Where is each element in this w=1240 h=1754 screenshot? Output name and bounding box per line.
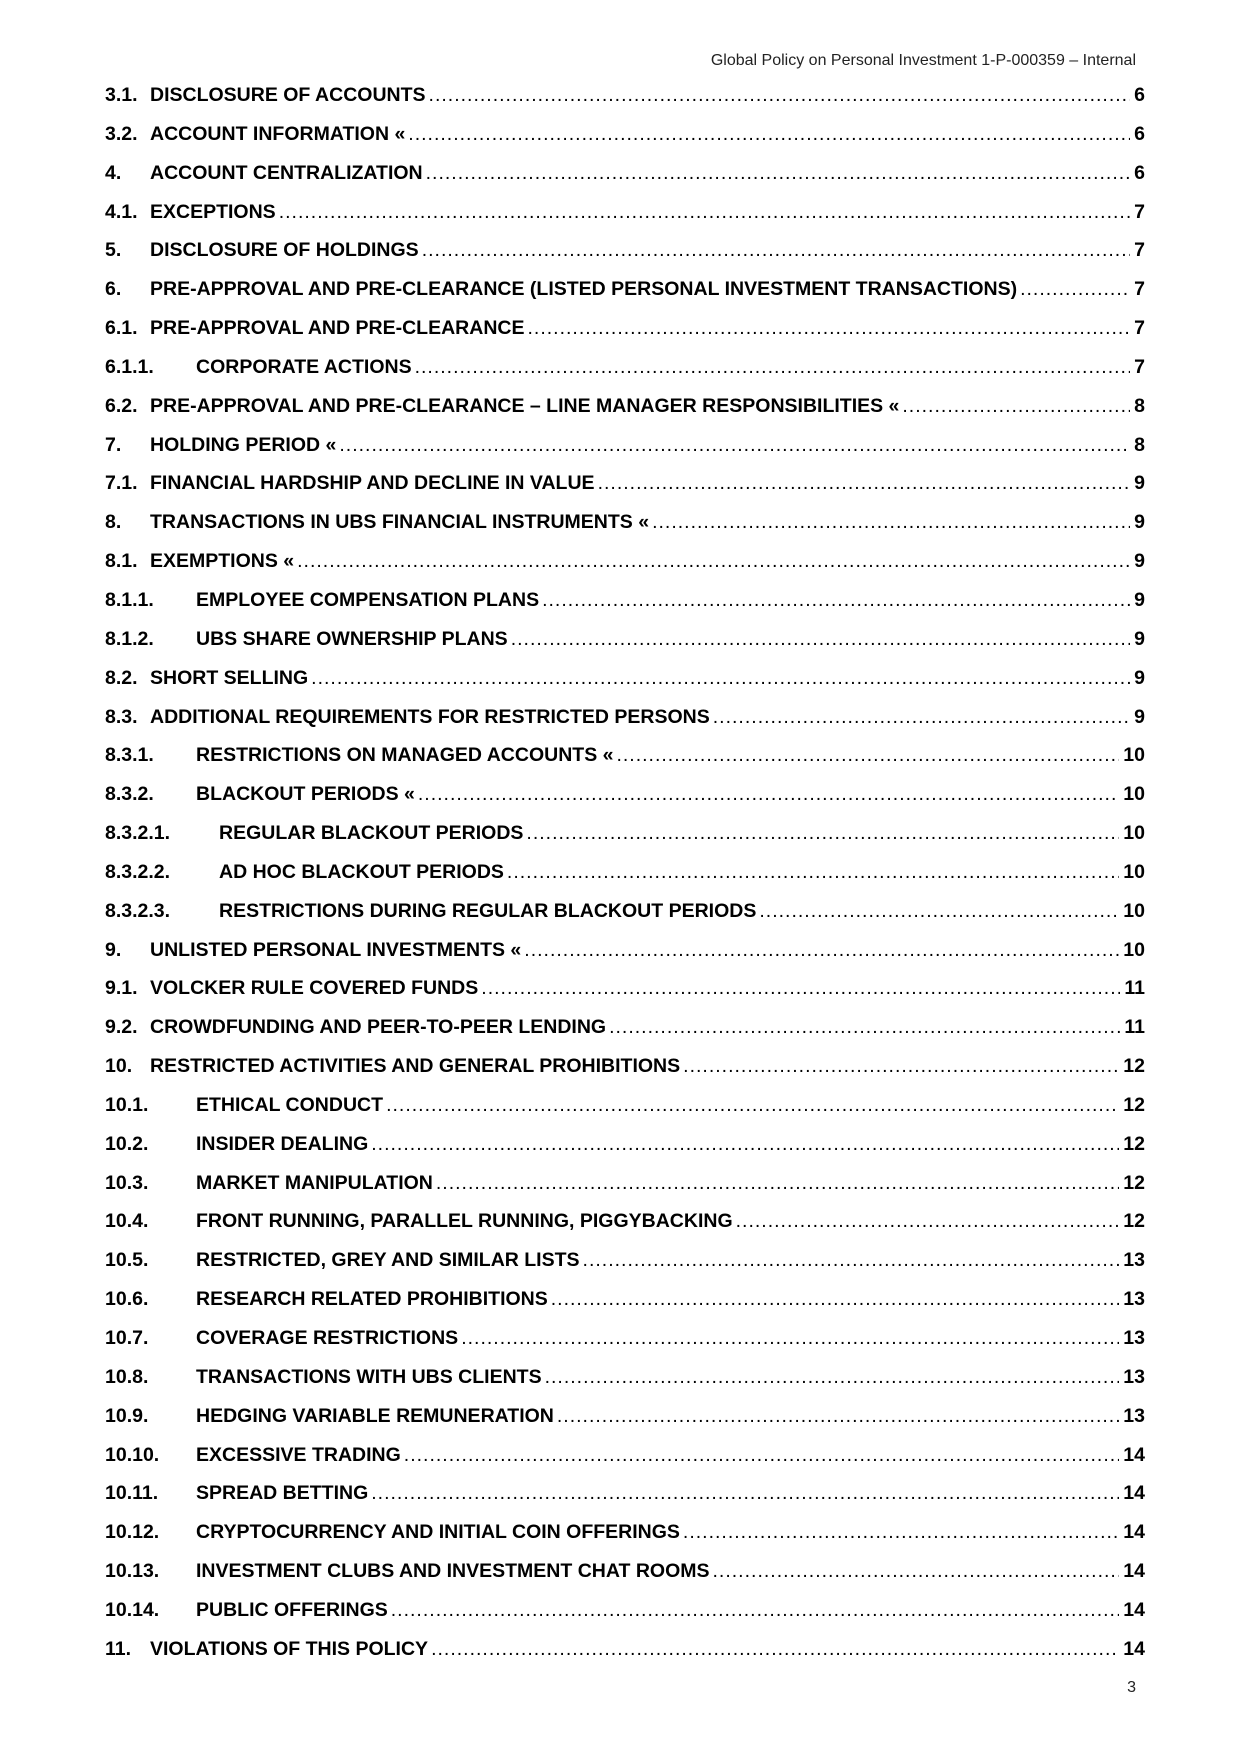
toc-dot-leader bbox=[511, 628, 1130, 651]
toc-dot-leader bbox=[371, 1482, 1119, 1505]
toc-dot-leader bbox=[524, 939, 1119, 962]
toc-entry[interactable] bbox=[105, 317, 1145, 356]
toc-entry[interactable] bbox=[105, 744, 1145, 783]
toc-dot-leader bbox=[429, 84, 1131, 107]
toc-entry-page: 9 bbox=[1134, 705, 1145, 728]
toc-entry-title: EXCEPTIONS bbox=[150, 200, 276, 223]
toc-entry-number: 8.1. bbox=[105, 550, 138, 573]
toc-entry-number: 10.9. bbox=[105, 1404, 149, 1427]
toc-entry[interactable] bbox=[105, 1055, 1145, 1094]
toc-dot-leader bbox=[426, 162, 1131, 185]
toc-entry[interactable] bbox=[105, 1482, 1145, 1521]
table-of-contents bbox=[105, 84, 1145, 1677]
toc-entry-page: 10 bbox=[1123, 860, 1145, 883]
toc-entry-number: 10. bbox=[105, 1055, 133, 1078]
toc-entry[interactable] bbox=[105, 900, 1145, 939]
toc-entry-page: 12 bbox=[1123, 1210, 1145, 1233]
toc-entry-page: 9 bbox=[1134, 550, 1145, 573]
toc-entry-title: SPREAD BETTING bbox=[196, 1482, 369, 1505]
toc-entry-page: 7 bbox=[1134, 239, 1145, 262]
toc-entry-title: UBS SHARE OWNERSHIP PLANS bbox=[196, 627, 508, 650]
toc-entry[interactable] bbox=[105, 1172, 1145, 1211]
toc-entry-number: 10.3. bbox=[105, 1171, 149, 1194]
toc-entry[interactable] bbox=[105, 395, 1145, 434]
toc-entry-page: 13 bbox=[1123, 1249, 1145, 1272]
toc-entry-number: 8.3.2. bbox=[105, 783, 154, 806]
toc-entry[interactable] bbox=[105, 472, 1145, 511]
toc-entry-page: 11 bbox=[1124, 977, 1145, 1000]
toc-dot-leader bbox=[297, 550, 1130, 573]
toc-entry-page: 6 bbox=[1134, 161, 1145, 184]
toc-entry-title: EXEMPTIONS « bbox=[150, 550, 295, 573]
toc-entry[interactable] bbox=[105, 1133, 1145, 1172]
toc-entry-number: 6.1. bbox=[105, 317, 138, 340]
toc-dot-leader bbox=[481, 977, 1120, 1000]
toc-entry-number: 3.1. bbox=[105, 84, 138, 106]
toc-dot-leader bbox=[542, 589, 1130, 612]
toc-entry-title: HOLDING PERIOD « bbox=[150, 433, 337, 456]
toc-entry[interactable] bbox=[105, 628, 1145, 667]
toc-entry[interactable] bbox=[105, 667, 1145, 706]
toc-dot-leader bbox=[683, 1055, 1119, 1078]
toc-entry-number: 9.1. bbox=[105, 977, 138, 1000]
toc-dot-leader bbox=[683, 1521, 1119, 1544]
toc-entry-title: AD HOC BLACKOUT PERIODS bbox=[219, 860, 504, 883]
toc-entry-number: 7. bbox=[105, 433, 122, 456]
toc-entry-title: UNLISTED PERSONAL INVESTMENTS « bbox=[150, 938, 522, 961]
page-header: Global Policy on Personal Investment 1-P-000359 – Internal bbox=[710, 52, 1136, 69]
toc-entry-number: 6. bbox=[105, 278, 122, 301]
toc-entry[interactable] bbox=[105, 162, 1145, 201]
toc-dot-leader bbox=[598, 472, 1131, 495]
toc-entry-number: 10.7. bbox=[105, 1327, 149, 1349]
toc-entry-page: 12 bbox=[1123, 1093, 1145, 1116]
toc-entry[interactable] bbox=[105, 550, 1145, 589]
toc-entry-page: 10 bbox=[1123, 744, 1145, 767]
toc-entry[interactable] bbox=[105, 706, 1145, 745]
toc-entry-number: 9. bbox=[105, 938, 122, 961]
toc-dot-leader bbox=[404, 1444, 1120, 1467]
toc-entry-number: 10.1. bbox=[105, 1093, 149, 1116]
toc-entry-title: RESTRICTED, GREY AND SIMILAR LISTS bbox=[196, 1249, 580, 1272]
toc-entry-title: RESTRICTIONS DURING REGULAR BLACKOUT PERIODS bbox=[219, 899, 757, 922]
toc-entry-page: 12 bbox=[1123, 1171, 1145, 1194]
toc-entry-page: 7 bbox=[1134, 317, 1145, 340]
toc-entry-number: 8.3.2.1. bbox=[105, 822, 171, 845]
toc-dot-leader bbox=[371, 1133, 1119, 1156]
toc-dot-leader bbox=[1020, 278, 1130, 301]
toc-entry-number: 8.3. bbox=[105, 705, 138, 728]
toc-entry-page: 14 bbox=[1123, 1598, 1145, 1621]
toc-dot-leader bbox=[461, 1327, 1119, 1350]
toc-entry[interactable] bbox=[105, 1638, 1145, 1677]
toc-entry[interactable] bbox=[105, 939, 1145, 978]
toc-entry-number: 8.3.1. bbox=[105, 744, 154, 767]
toc-entry-page: 8 bbox=[1134, 394, 1145, 417]
toc-entry-page: 6 bbox=[1134, 122, 1145, 145]
toc-entry-number: 10.8. bbox=[105, 1365, 149, 1388]
toc-entry-number: 6.1.1. bbox=[105, 355, 154, 378]
toc-entry-title: FINANCIAL HARDSHIP AND DECLINE IN VALUE bbox=[150, 472, 595, 495]
toc-entry-page: 10 bbox=[1123, 783, 1145, 806]
toc-entry-page: 13 bbox=[1123, 1327, 1145, 1349]
toc-entry-page: 8 bbox=[1134, 433, 1145, 456]
toc-dot-leader bbox=[408, 123, 1130, 146]
toc-entry[interactable] bbox=[105, 84, 1145, 123]
toc-entry-title: MARKET MANIPULATION bbox=[196, 1171, 433, 1194]
toc-entry[interactable] bbox=[105, 1366, 1145, 1405]
toc-entry-number: 3.2. bbox=[105, 122, 138, 145]
toc-dot-leader bbox=[616, 744, 1119, 767]
toc-entry-number: 4.1. bbox=[105, 200, 138, 223]
toc-entry-title: RESEARCH RELATED PROHIBITIONS bbox=[196, 1288, 548, 1311]
toc-dot-leader bbox=[339, 434, 1130, 457]
toc-entry[interactable] bbox=[105, 201, 1145, 240]
toc-entry-title: PRE-APPROVAL AND PRE-CLEARANCE – LINE MANAGER RESPONSIBILITIES « bbox=[150, 394, 900, 417]
toc-entry-number: 6.2. bbox=[105, 394, 138, 417]
toc-entry-number: 9.2. bbox=[105, 1016, 138, 1039]
toc-entry-page: 14 bbox=[1123, 1521, 1145, 1544]
toc-entry[interactable] bbox=[105, 1210, 1145, 1249]
toc-entry-title: INVESTMENT CLUBS AND INVESTMENT CHAT ROOMS bbox=[196, 1560, 710, 1583]
toc-dot-leader bbox=[526, 822, 1119, 845]
toc-entry-number: 8.1.1. bbox=[105, 588, 154, 611]
toc-dot-leader bbox=[652, 511, 1130, 534]
toc-dot-leader bbox=[583, 1249, 1120, 1272]
toc-entry-number: 10.5. bbox=[105, 1249, 149, 1272]
toc-entry-number: 10.6. bbox=[105, 1288, 149, 1311]
toc-entry-page: 14 bbox=[1123, 1482, 1145, 1505]
toc-dot-leader bbox=[386, 1094, 1119, 1117]
toc-entry-page: 14 bbox=[1123, 1560, 1145, 1583]
toc-dot-leader bbox=[528, 317, 1131, 340]
toc-entry[interactable] bbox=[105, 1327, 1145, 1366]
toc-entry-number: 10.12. bbox=[105, 1521, 160, 1544]
toc-dot-leader bbox=[713, 706, 1130, 729]
toc-dot-leader bbox=[431, 1638, 1119, 1661]
toc-entry[interactable] bbox=[105, 1249, 1145, 1288]
toc-entry[interactable] bbox=[105, 1444, 1145, 1483]
toc-entry-title: FRONT RUNNING, PARALLEL RUNNING, PIGGYBACKING bbox=[196, 1210, 733, 1233]
toc-entry-number: 8.3.2.3. bbox=[105, 899, 171, 922]
toc-entry-title: HEDGING VARIABLE REMUNERATION bbox=[196, 1404, 554, 1427]
toc-entry-number: 10.11. bbox=[105, 1482, 159, 1505]
page-number: 3 bbox=[1127, 1679, 1136, 1696]
toc-dot-leader bbox=[902, 395, 1130, 418]
toc-entry[interactable] bbox=[105, 1599, 1145, 1638]
toc-dot-leader bbox=[311, 667, 1130, 690]
toc-dot-leader bbox=[507, 861, 1119, 884]
toc-dot-leader bbox=[415, 356, 1131, 379]
toc-entry-title: CROWDFUNDING AND PEER-TO-PEER LENDING bbox=[150, 1016, 607, 1039]
toc-entry[interactable] bbox=[105, 1521, 1145, 1560]
toc-entry[interactable] bbox=[105, 783, 1145, 822]
toc-entry-number: 11. bbox=[105, 1637, 132, 1660]
toc-entry-page: 7 bbox=[1134, 355, 1145, 378]
toc-entry[interactable] bbox=[105, 1016, 1145, 1055]
toc-entry-page: 14 bbox=[1123, 1637, 1145, 1660]
toc-entry[interactable] bbox=[105, 239, 1145, 278]
toc-entry-page: 10 bbox=[1123, 822, 1145, 845]
toc-entry-title: ACCOUNT CENTRALIZATION bbox=[150, 161, 423, 184]
toc-entry-number: 5. bbox=[105, 239, 122, 262]
toc-entry-page: 7 bbox=[1134, 200, 1145, 223]
toc-entry-number: 7.1. bbox=[105, 472, 138, 495]
toc-entry-page: 12 bbox=[1123, 1055, 1145, 1078]
toc-entry-title: RESTRICTIONS ON MANAGED ACCOUNTS « bbox=[196, 744, 614, 767]
toc-entry-title: VOLCKER RULE COVERED FUNDS bbox=[150, 977, 479, 1000]
toc-dot-leader bbox=[609, 1016, 1120, 1039]
toc-entry[interactable] bbox=[105, 1405, 1145, 1444]
toc-entry-title: ACCOUNT INFORMATION « bbox=[150, 122, 406, 145]
toc-dot-leader bbox=[436, 1172, 1119, 1195]
toc-entry-number: 4. bbox=[105, 161, 122, 184]
toc-entry[interactable] bbox=[105, 1288, 1145, 1327]
toc-entry-number: 10.13. bbox=[105, 1560, 160, 1583]
toc-dot-leader bbox=[736, 1210, 1120, 1233]
toc-entry-title: EMPLOYEE COMPENSATION PLANS bbox=[196, 588, 540, 611]
toc-entry-page: 14 bbox=[1123, 1443, 1145, 1466]
toc-entry-page: 9 bbox=[1134, 472, 1145, 495]
toc-entry-title: PUBLIC OFFERINGS bbox=[196, 1598, 388, 1621]
toc-entry-page: 6 bbox=[1134, 84, 1145, 106]
toc-entry-page: 12 bbox=[1123, 1132, 1145, 1155]
toc-entry-title: BLACKOUT PERIODS « bbox=[196, 783, 415, 806]
toc-entry[interactable] bbox=[105, 977, 1145, 1016]
toc-entry-page: 10 bbox=[1123, 938, 1145, 961]
toc-entry-title: TRANSACTIONS WITH UBS CLIENTS bbox=[196, 1365, 542, 1388]
toc-dot-leader bbox=[418, 783, 1119, 806]
toc-entry-number: 10.14. bbox=[105, 1598, 160, 1621]
toc-dot-leader bbox=[713, 1560, 1120, 1583]
toc-entry-page: 13 bbox=[1123, 1404, 1145, 1427]
toc-entry-title: PRE-APPROVAL AND PRE-CLEARANCE (LISTED PERSONAL INVESTMENT TRANSACTIONS) bbox=[150, 278, 1018, 301]
toc-entry-page: 11 bbox=[1124, 1016, 1145, 1039]
toc-entry-title: ADDITIONAL REQUIREMENTS FOR RESTRICTED PERSONS bbox=[150, 705, 710, 728]
toc-entry-number: 8. bbox=[105, 511, 122, 534]
toc-entry-page: 9 bbox=[1134, 511, 1145, 534]
toc-entry-number: 8.1.2. bbox=[105, 627, 154, 650]
toc-dot-leader bbox=[545, 1366, 1120, 1389]
toc-entry-page: 9 bbox=[1134, 588, 1145, 611]
toc-entry[interactable] bbox=[105, 1560, 1145, 1599]
toc-entry-page: 9 bbox=[1134, 627, 1145, 650]
toc-entry-page: 13 bbox=[1123, 1288, 1145, 1311]
toc-entry[interactable] bbox=[105, 278, 1145, 317]
toc-entry-title: REGULAR BLACKOUT PERIODS bbox=[219, 822, 524, 845]
toc-entry-title: SHORT SELLING bbox=[150, 666, 309, 689]
toc-entry-title: RESTRICTED ACTIVITIES AND GENERAL PROHIBITIONS bbox=[150, 1055, 681, 1078]
toc-entry[interactable] bbox=[105, 1094, 1145, 1133]
toc-entry-number: 8.2. bbox=[105, 666, 138, 689]
toc-entry-title: VIOLATIONS OF THIS POLICY bbox=[150, 1637, 429, 1660]
toc-entry-title: DISCLOSURE OF ACCOUNTS bbox=[150, 84, 426, 106]
toc-dot-leader bbox=[759, 900, 1119, 923]
toc-entry-title: INSIDER DEALING bbox=[196, 1132, 369, 1155]
toc-dot-leader bbox=[551, 1288, 1120, 1311]
toc-entry-title: TRANSACTIONS IN UBS FINANCIAL INSTRUMENTS « bbox=[150, 511, 650, 534]
toc-dot-leader bbox=[422, 239, 1130, 262]
toc-entry-page: 13 bbox=[1123, 1365, 1145, 1388]
toc-dot-leader bbox=[279, 201, 1130, 224]
toc-dot-leader bbox=[557, 1405, 1119, 1428]
toc-dot-leader bbox=[391, 1599, 1120, 1622]
toc-entry-title: CORPORATE ACTIONS bbox=[196, 355, 412, 378]
toc-entry-number: 10.10. bbox=[105, 1443, 160, 1466]
toc-entry-page: 7 bbox=[1134, 278, 1145, 301]
toc-entry-page: 9 bbox=[1134, 666, 1145, 689]
toc-entry-title: ETHICAL CONDUCT bbox=[196, 1093, 384, 1116]
toc-entry[interactable] bbox=[105, 434, 1145, 473]
toc-entry[interactable] bbox=[105, 123, 1145, 162]
toc-entry[interactable] bbox=[105, 511, 1145, 550]
toc-entry[interactable] bbox=[105, 589, 1145, 628]
toc-entry[interactable] bbox=[105, 822, 1145, 861]
toc-entry-title: COVERAGE RESTRICTIONS bbox=[196, 1327, 459, 1349]
toc-entry-title: PRE-APPROVAL AND PRE-CLEARANCE bbox=[150, 317, 525, 340]
toc-entry[interactable] bbox=[105, 861, 1145, 900]
toc-entry-number: 10.4. bbox=[105, 1210, 149, 1233]
toc-entry-number: 10.2. bbox=[105, 1132, 149, 1155]
toc-entry-number: 8.3.2.2. bbox=[105, 860, 171, 883]
toc-entry-page: 10 bbox=[1123, 899, 1145, 922]
toc-entry-title: EXCESSIVE TRADING bbox=[196, 1443, 401, 1466]
toc-entry-title: CRYPTOCURRENCY AND INITIAL COIN OFFERINGS bbox=[196, 1521, 680, 1544]
toc-entry[interactable] bbox=[105, 356, 1145, 395]
toc-entry-title: DISCLOSURE OF HOLDINGS bbox=[150, 239, 419, 262]
